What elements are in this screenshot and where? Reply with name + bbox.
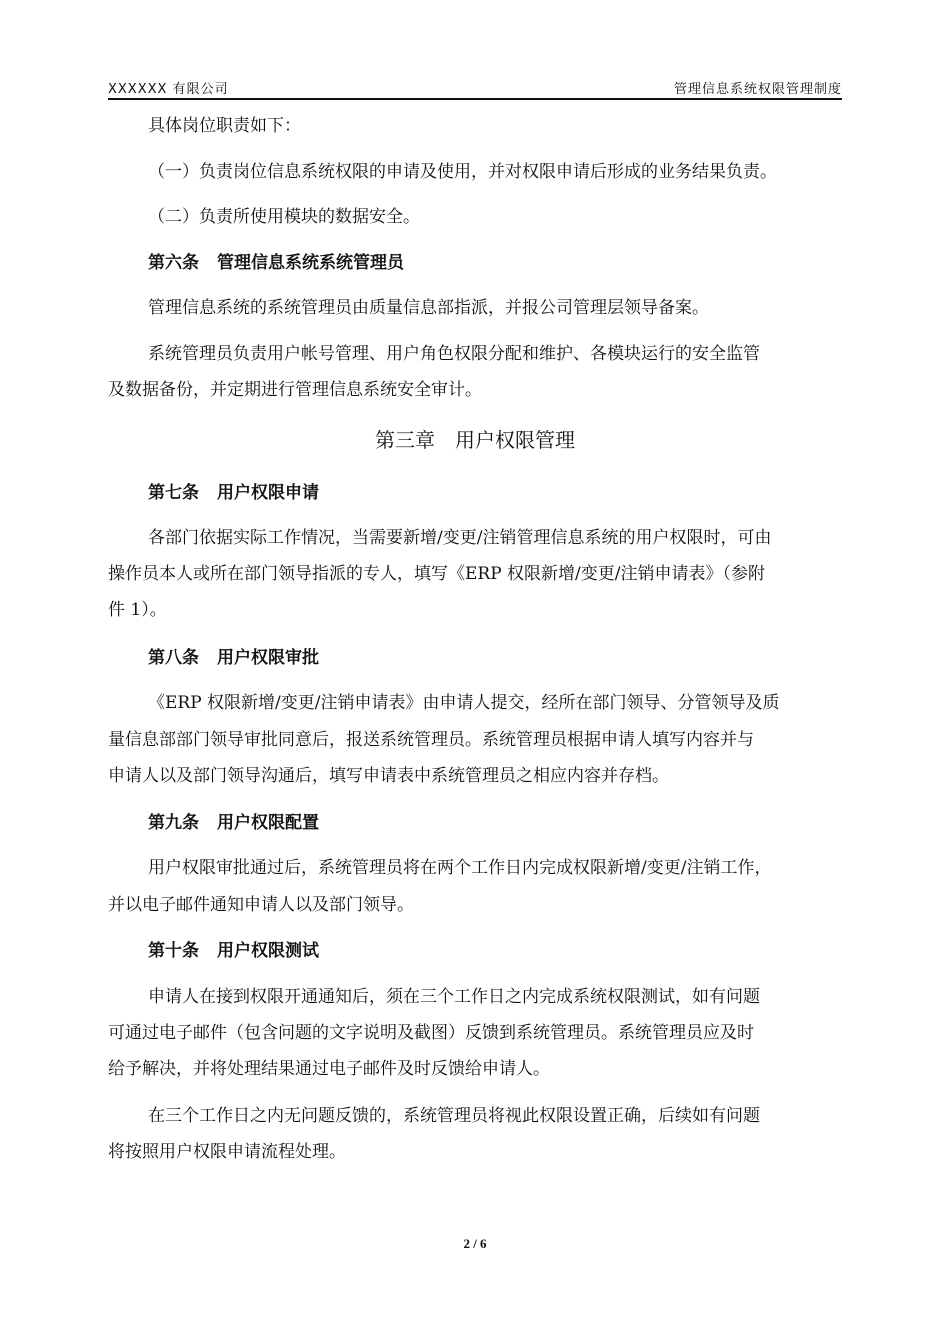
article-8-line-1: 《ERP 权限新增/变更/注销申请表》由申请人提交，经所在部门领导、分管领导及质 [148,693,780,713]
article-7-heading [148,483,319,503]
article-10-heading [148,941,319,961]
article-8-line-2: 量信息部部门领导审批同意后，报送系统管理员。系统管理员根据申请人填写内容并与 [108,730,754,750]
article-7-line-1: 各部门依据实际工作情况，当需要新增/变更/注销管理信息系统的用户权限时，可由 [148,528,772,548]
article-10-para-2-line-1: 在三个工作日之内无问题反馈的，系统管理员将视此权限设置正确，后续如有问题 [148,1106,760,1126]
header-divider [108,98,842,100]
article-7-line-2: 操作员本人或所在部门领导指派的专人，填写《ERP 权限新增/变更/注销申请表》（参附 [108,564,766,584]
article-6-number: 第六条 [148,253,199,273]
article-10-para-2-line-2: 将按照用户权限申请流程处理。 [108,1142,346,1162]
article-10-number: 第十条 [148,941,199,961]
chapter-heading [0,428,950,452]
article-6-heading [148,253,404,273]
article-9-title: 用户权限配置 [217,813,319,833]
article-8-heading [148,648,319,668]
chapter-title: 用户权限管理 [455,428,575,452]
header-document-title: 管理信息系统权限管理制度 [673,82,842,97]
article-6-paragraph-1: 管理信息系统的系统管理员由质量信息部指派，并报公司管理层领导备案。 [148,298,709,318]
article-6-paragraph-2-line-2: 及数据备份，并定期进行管理信息系统安全审计。 [108,380,482,400]
article-8-number: 第八条 [148,648,199,668]
duty-item-2: （二）负责所使用模块的数据安全。 [148,207,420,227]
article-10-para-1-line-3: 给予解决，并将处理结果通过电子邮件及时反馈给申请人。 [108,1059,550,1079]
article-8-title: 用户权限审批 [217,648,319,668]
article-7-number: 第七条 [148,483,199,503]
page-header [108,78,842,98]
article-7-line-3: 件 1）。 [108,600,167,620]
chapter-number: 第三章 [375,428,435,452]
article-9-line-1: 用户权限审批通过后，系统管理员将在两个工作日内完成权限新增/变更/注销工作， [148,858,772,878]
article-10-para-1-line-2: 可通过电子邮件（包含问题的文字说明及截图）反馈到系统管理员。系统管理员应及时 [108,1023,754,1043]
article-10-para-1-line-1: 申请人在接到权限开通通知后，须在三个工作日之内完成系统权限测试，如有问题 [148,987,760,1007]
header-company-name: XXXXXX 有限公司 [108,82,229,97]
article-8-line-3: 申请人以及部门领导沟通后，填写申请表中系统管理员之相应内容并存档。 [108,766,669,786]
article-6-title: 管理信息系统系统管理员 [217,253,404,273]
article-9-line-2: 并以电子邮件通知申请人以及部门领导。 [108,895,414,915]
article-9-number: 第九条 [148,813,199,833]
duties-intro: 具体岗位职责如下： [148,116,301,136]
article-10-title: 用户权限测试 [217,941,319,961]
article-7-title: 用户权限申请 [217,483,319,503]
article-6-paragraph-2-line-1: 系统管理员负责用户帐号管理、用户角色权限分配和维护、各模块运行的安全监管 [148,344,760,364]
page-number: 2 / 6 [463,1236,487,1251]
article-9-heading [148,813,319,833]
duty-item-1: （一）负责岗位信息系统权限的申请及使用，并对权限申请后形成的业务结果负责。 [148,162,777,182]
